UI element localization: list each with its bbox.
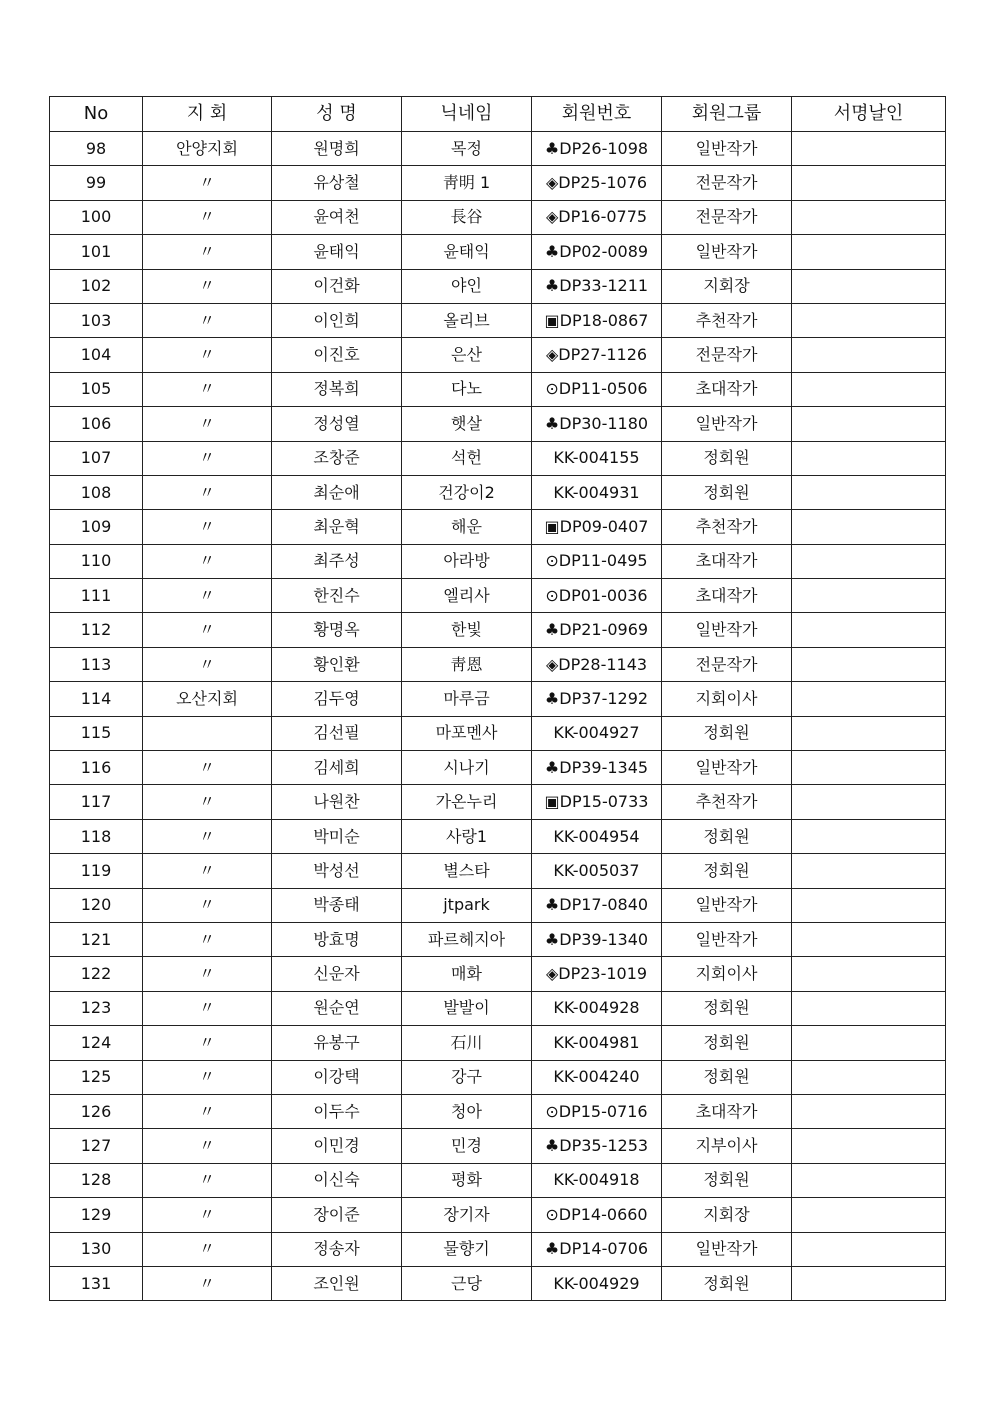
cell-nickname: 아라방 (402, 544, 532, 578)
cell-nickname: 마포멘사 (402, 716, 532, 750)
table-row (50, 751, 946, 785)
table-row (50, 716, 946, 750)
cell-nickname: 올리브 (402, 303, 532, 337)
cell-branch: 〃 (143, 235, 272, 269)
cell-member-number: ⊙DP14-0660 (532, 1198, 662, 1232)
cell-branch: 오산지회 (143, 682, 272, 716)
table-row (50, 1198, 946, 1232)
table-row (50, 269, 946, 303)
cell-name: 윤태익 (272, 235, 402, 269)
cell-signature (792, 991, 946, 1025)
cell-member-group: 추천작가 (662, 510, 792, 544)
cell-member-number: ◈DP23-1019 (532, 957, 662, 991)
cell-name: 김두영 (272, 682, 402, 716)
cell-member-group: 일반작가 (662, 235, 792, 269)
table-row (50, 200, 946, 234)
cell-name: 조창준 (272, 441, 402, 475)
member-roster-table (49, 96, 946, 1301)
cell-name: 원명희 (272, 132, 402, 166)
cell-no: 115 (50, 716, 143, 750)
cell-no: 101 (50, 235, 143, 269)
table-row (50, 475, 946, 509)
cell-nickname: 靑明 1 (402, 166, 532, 200)
cell-signature (792, 303, 946, 337)
cell-branch: 〃 (143, 200, 272, 234)
cell-branch: 〃 (143, 1198, 272, 1232)
cell-member-group: 초대작가 (662, 544, 792, 578)
cell-member-number: ▣DP15-0733 (532, 785, 662, 819)
cell-name: 원순연 (272, 991, 402, 1025)
cell-branch: 〃 (143, 613, 272, 647)
cell-branch (143, 716, 272, 750)
cell-name: 김세희 (272, 751, 402, 785)
table-row (50, 544, 946, 578)
cell-member-number: ◈DP28-1143 (532, 647, 662, 681)
cell-signature (792, 957, 946, 991)
cell-branch: 〃 (143, 1060, 272, 1094)
cell-signature (792, 1232, 946, 1266)
cell-no: 122 (50, 957, 143, 991)
cell-member-number: ♣DP14-0706 (532, 1232, 662, 1266)
cell-no: 98 (50, 132, 143, 166)
cell-signature (792, 1094, 946, 1128)
cell-nickname: 햇살 (402, 407, 532, 441)
cell-member-number: KK-005037 (532, 854, 662, 888)
table-row (50, 132, 946, 166)
cell-member-group: 전문작가 (662, 338, 792, 372)
cell-name: 박성선 (272, 854, 402, 888)
table-row (50, 1060, 946, 1094)
cell-nickname: 가온누리 (402, 785, 532, 819)
cell-member-number: KK-004931 (532, 475, 662, 509)
cell-signature (792, 1129, 946, 1163)
cell-name: 박미순 (272, 819, 402, 853)
cell-nickname: 목정 (402, 132, 532, 166)
cell-member-group: 정회원 (662, 991, 792, 1025)
cell-name: 최순애 (272, 475, 402, 509)
cell-signature (792, 647, 946, 681)
cell-member-number: ◈DP16-0775 (532, 200, 662, 234)
cell-name: 이두수 (272, 1094, 402, 1128)
cell-member-number: ♣DP02-0089 (532, 235, 662, 269)
cell-member-number: KK-004929 (532, 1266, 662, 1300)
table-row (50, 785, 946, 819)
cell-branch: 〃 (143, 372, 272, 406)
cell-branch: 〃 (143, 441, 272, 475)
cell-branch: 〃 (143, 888, 272, 922)
cell-name: 이진호 (272, 338, 402, 372)
header-name: 성 명 (272, 97, 402, 132)
cell-name: 조인원 (272, 1266, 402, 1300)
cell-nickname: 발발이 (402, 991, 532, 1025)
cell-name: 유상철 (272, 166, 402, 200)
cell-name: 최주성 (272, 544, 402, 578)
cell-nickname: 건강이2 (402, 475, 532, 509)
cell-branch: 〃 (143, 1163, 272, 1197)
cell-branch: 〃 (143, 751, 272, 785)
cell-member-group: 지회이사 (662, 682, 792, 716)
cell-branch: 〃 (143, 1094, 272, 1128)
cell-name: 나원찬 (272, 785, 402, 819)
cell-member-group: 정회원 (662, 1026, 792, 1060)
cell-nickname: 강구 (402, 1060, 532, 1094)
cell-member-group: 지회장 (662, 1198, 792, 1232)
cell-branch: 〃 (143, 1026, 272, 1060)
cell-branch: 〃 (143, 819, 272, 853)
cell-no: 110 (50, 544, 143, 578)
cell-member-number: ▣DP18-0867 (532, 303, 662, 337)
cell-signature (792, 510, 946, 544)
cell-no: 103 (50, 303, 143, 337)
cell-no: 130 (50, 1232, 143, 1266)
cell-name: 신운자 (272, 957, 402, 991)
cell-member-group: 전문작가 (662, 647, 792, 681)
cell-signature (792, 441, 946, 475)
cell-no: 118 (50, 819, 143, 853)
cell-nickname: 근당 (402, 1266, 532, 1300)
cell-member-number: ♣DP39-1340 (532, 922, 662, 956)
cell-branch: 〃 (143, 166, 272, 200)
cell-branch: 〃 (143, 269, 272, 303)
cell-member-group: 추천작가 (662, 303, 792, 337)
cell-signature (792, 751, 946, 785)
table-row (50, 338, 946, 372)
cell-nickname: 은산 (402, 338, 532, 372)
cell-no: 106 (50, 407, 143, 441)
cell-branch: 〃 (143, 785, 272, 819)
cell-branch: 〃 (143, 854, 272, 888)
cell-signature (792, 682, 946, 716)
cell-name: 이건화 (272, 269, 402, 303)
cell-signature (792, 854, 946, 888)
cell-member-group: 초대작가 (662, 1094, 792, 1128)
cell-member-number: ♣DP33-1211 (532, 269, 662, 303)
cell-member-group: 일반작가 (662, 888, 792, 922)
cell-member-group: 정회원 (662, 475, 792, 509)
cell-branch: 〃 (143, 1232, 272, 1266)
cell-no: 123 (50, 991, 143, 1025)
cell-signature (792, 1026, 946, 1060)
cell-name: 한진수 (272, 579, 402, 613)
cell-signature (792, 1198, 946, 1232)
table-row (50, 922, 946, 956)
cell-member-group: 정회원 (662, 716, 792, 750)
cell-member-group: 정회원 (662, 441, 792, 475)
cell-member-group: 일반작가 (662, 407, 792, 441)
cell-member-group: 정회원 (662, 1266, 792, 1300)
cell-no: 109 (50, 510, 143, 544)
header-signature: 서명날인 (792, 97, 946, 132)
cell-signature (792, 372, 946, 406)
cell-no: 107 (50, 441, 143, 475)
table-row (50, 1232, 946, 1266)
cell-no: 116 (50, 751, 143, 785)
cell-member-number: KK-004155 (532, 441, 662, 475)
cell-signature (792, 407, 946, 441)
cell-member-number: ◈DP27-1126 (532, 338, 662, 372)
table-row (50, 166, 946, 200)
cell-nickname: 장기자 (402, 1198, 532, 1232)
cell-member-group: 전문작가 (662, 166, 792, 200)
cell-nickname: 야인 (402, 269, 532, 303)
cell-member-group: 초대작가 (662, 579, 792, 613)
cell-member-group: 정회원 (662, 819, 792, 853)
cell-branch: 〃 (143, 1266, 272, 1300)
cell-name: 이신숙 (272, 1163, 402, 1197)
table-row (50, 1266, 946, 1300)
cell-nickname: jtpark (402, 888, 532, 922)
cell-no: 127 (50, 1129, 143, 1163)
cell-member-number: ♣DP26-1098 (532, 132, 662, 166)
cell-nickname: 사랑1 (402, 819, 532, 853)
header-no: No (50, 97, 143, 132)
cell-signature (792, 716, 946, 750)
cell-no: 120 (50, 888, 143, 922)
cell-name: 방효명 (272, 922, 402, 956)
cell-member-number: ♣DP30-1180 (532, 407, 662, 441)
cell-member-group: 추천작가 (662, 785, 792, 819)
cell-nickname: 석헌 (402, 441, 532, 475)
cell-no: 100 (50, 200, 143, 234)
cell-no: 128 (50, 1163, 143, 1197)
cell-no: 105 (50, 372, 143, 406)
table-row (50, 957, 946, 991)
cell-member-number: ⊙DP11-0495 (532, 544, 662, 578)
cell-name: 장이준 (272, 1198, 402, 1232)
cell-member-number: ⊙DP11-0506 (532, 372, 662, 406)
cell-name: 윤여천 (272, 200, 402, 234)
table-row (50, 235, 946, 269)
cell-nickname: 별스타 (402, 854, 532, 888)
cell-nickname: 엘리사 (402, 579, 532, 613)
cell-member-number: KK-004918 (532, 1163, 662, 1197)
cell-name: 황인환 (272, 647, 402, 681)
table-row (50, 647, 946, 681)
cell-member-group: 정회원 (662, 1163, 792, 1197)
cell-member-group: 전문작가 (662, 200, 792, 234)
cell-member-number: KK-004928 (532, 991, 662, 1025)
cell-branch: 〃 (143, 407, 272, 441)
header-member-group: 회원그룹 (662, 97, 792, 132)
cell-branch: 〃 (143, 957, 272, 991)
cell-nickname: 파르헤지아 (402, 922, 532, 956)
cell-member-group: 일반작가 (662, 751, 792, 785)
cell-signature (792, 269, 946, 303)
cell-name: 정성열 (272, 407, 402, 441)
cell-no: 112 (50, 613, 143, 647)
cell-member-number: KK-004240 (532, 1060, 662, 1094)
cell-signature (792, 888, 946, 922)
cell-signature (792, 475, 946, 509)
cell-nickname: 다노 (402, 372, 532, 406)
table-row (50, 372, 946, 406)
cell-signature (792, 579, 946, 613)
cell-nickname: 매화 (402, 957, 532, 991)
cell-signature (792, 613, 946, 647)
table-row (50, 682, 946, 716)
cell-member-group: 일반작가 (662, 613, 792, 647)
cell-nickname: 한빛 (402, 613, 532, 647)
cell-no: 119 (50, 854, 143, 888)
cell-nickname: 평화 (402, 1163, 532, 1197)
cell-member-group: 일반작가 (662, 922, 792, 956)
cell-branch: 〃 (143, 475, 272, 509)
cell-member-group: 정회원 (662, 854, 792, 888)
cell-branch: 〃 (143, 510, 272, 544)
table-row (50, 1026, 946, 1060)
cell-no: 126 (50, 1094, 143, 1128)
cell-branch: 〃 (143, 1129, 272, 1163)
cell-no: 104 (50, 338, 143, 372)
header-nickname: 닉네임 (402, 97, 532, 132)
table-row (50, 510, 946, 544)
table-row (50, 1129, 946, 1163)
cell-name: 이인희 (272, 303, 402, 337)
header-row (50, 97, 946, 132)
cell-no: 125 (50, 1060, 143, 1094)
cell-member-number: ▣DP09-0407 (532, 510, 662, 544)
cell-member-number: KK-004954 (532, 819, 662, 853)
cell-branch: 〃 (143, 579, 272, 613)
cell-signature (792, 544, 946, 578)
cell-signature (792, 1163, 946, 1197)
cell-name: 김선필 (272, 716, 402, 750)
cell-member-number: ◈DP25-1076 (532, 166, 662, 200)
cell-no: 99 (50, 166, 143, 200)
table-row (50, 579, 946, 613)
cell-branch: 〃 (143, 991, 272, 1025)
cell-branch: 〃 (143, 922, 272, 956)
cell-nickname: 물향기 (402, 1232, 532, 1266)
table-header (50, 97, 946, 132)
cell-name: 유봉구 (272, 1026, 402, 1060)
table-row (50, 1163, 946, 1197)
cell-branch: 〃 (143, 647, 272, 681)
cell-member-number: KK-004927 (532, 716, 662, 750)
cell-branch: 〃 (143, 544, 272, 578)
header-branch: 지 회 (143, 97, 272, 132)
cell-member-number: ⊙DP01-0036 (532, 579, 662, 613)
cell-signature (792, 1266, 946, 1300)
cell-name: 박종태 (272, 888, 402, 922)
cell-nickname: 해운 (402, 510, 532, 544)
cell-no: 111 (50, 579, 143, 613)
cell-nickname: 長谷 (402, 200, 532, 234)
cell-member-number: ♣DP21-0969 (532, 613, 662, 647)
cell-signature (792, 200, 946, 234)
cell-member-group: 초대작가 (662, 372, 792, 406)
cell-branch: 〃 (143, 303, 272, 337)
table-row (50, 854, 946, 888)
cell-no: 102 (50, 269, 143, 303)
cell-no: 114 (50, 682, 143, 716)
cell-member-number: KK-004981 (532, 1026, 662, 1060)
cell-name: 이민경 (272, 1129, 402, 1163)
cell-no: 124 (50, 1026, 143, 1060)
cell-member-number: ⊙DP15-0716 (532, 1094, 662, 1128)
cell-no: 121 (50, 922, 143, 956)
cell-nickname: 마루금 (402, 682, 532, 716)
cell-member-group: 일반작가 (662, 132, 792, 166)
cell-name: 최운혁 (272, 510, 402, 544)
table-row (50, 303, 946, 337)
cell-name: 이강택 (272, 1060, 402, 1094)
cell-signature (792, 166, 946, 200)
cell-member-number: ♣DP39-1345 (532, 751, 662, 785)
cell-signature (792, 819, 946, 853)
cell-member-number: ♣DP17-0840 (532, 888, 662, 922)
table-row (50, 888, 946, 922)
cell-nickname: 시나기 (402, 751, 532, 785)
cell-name: 황명옥 (272, 613, 402, 647)
cell-no: 117 (50, 785, 143, 819)
cell-no: 108 (50, 475, 143, 509)
cell-name: 정복희 (272, 372, 402, 406)
cell-member-group: 정회원 (662, 1060, 792, 1094)
cell-signature (792, 1060, 946, 1094)
cell-nickname: 민경 (402, 1129, 532, 1163)
cell-nickname: 청아 (402, 1094, 532, 1128)
table-row (50, 613, 946, 647)
cell-nickname: 靑恩 (402, 647, 532, 681)
table-row (50, 819, 946, 853)
header-member-number: 회원번호 (532, 97, 662, 132)
table-row (50, 991, 946, 1025)
cell-signature (792, 132, 946, 166)
cell-member-group: 지부이사 (662, 1129, 792, 1163)
table-body (50, 132, 946, 1301)
cell-nickname: 윤태익 (402, 235, 532, 269)
cell-signature (792, 235, 946, 269)
cell-signature (792, 785, 946, 819)
cell-member-number: ♣DP35-1253 (532, 1129, 662, 1163)
cell-signature (792, 922, 946, 956)
cell-nickname: 石川 (402, 1026, 532, 1060)
cell-signature (792, 338, 946, 372)
cell-branch: 안양지회 (143, 132, 272, 166)
cell-member-number: ♣DP37-1292 (532, 682, 662, 716)
cell-branch: 〃 (143, 338, 272, 372)
cell-no: 113 (50, 647, 143, 681)
cell-member-group: 지회이사 (662, 957, 792, 991)
cell-no: 129 (50, 1198, 143, 1232)
cell-member-group: 지회장 (662, 269, 792, 303)
table-row (50, 407, 946, 441)
cell-name: 정송자 (272, 1232, 402, 1266)
cell-no: 131 (50, 1266, 143, 1300)
table-row (50, 441, 946, 475)
cell-member-group: 일반작가 (662, 1232, 792, 1266)
table-row (50, 1094, 946, 1128)
